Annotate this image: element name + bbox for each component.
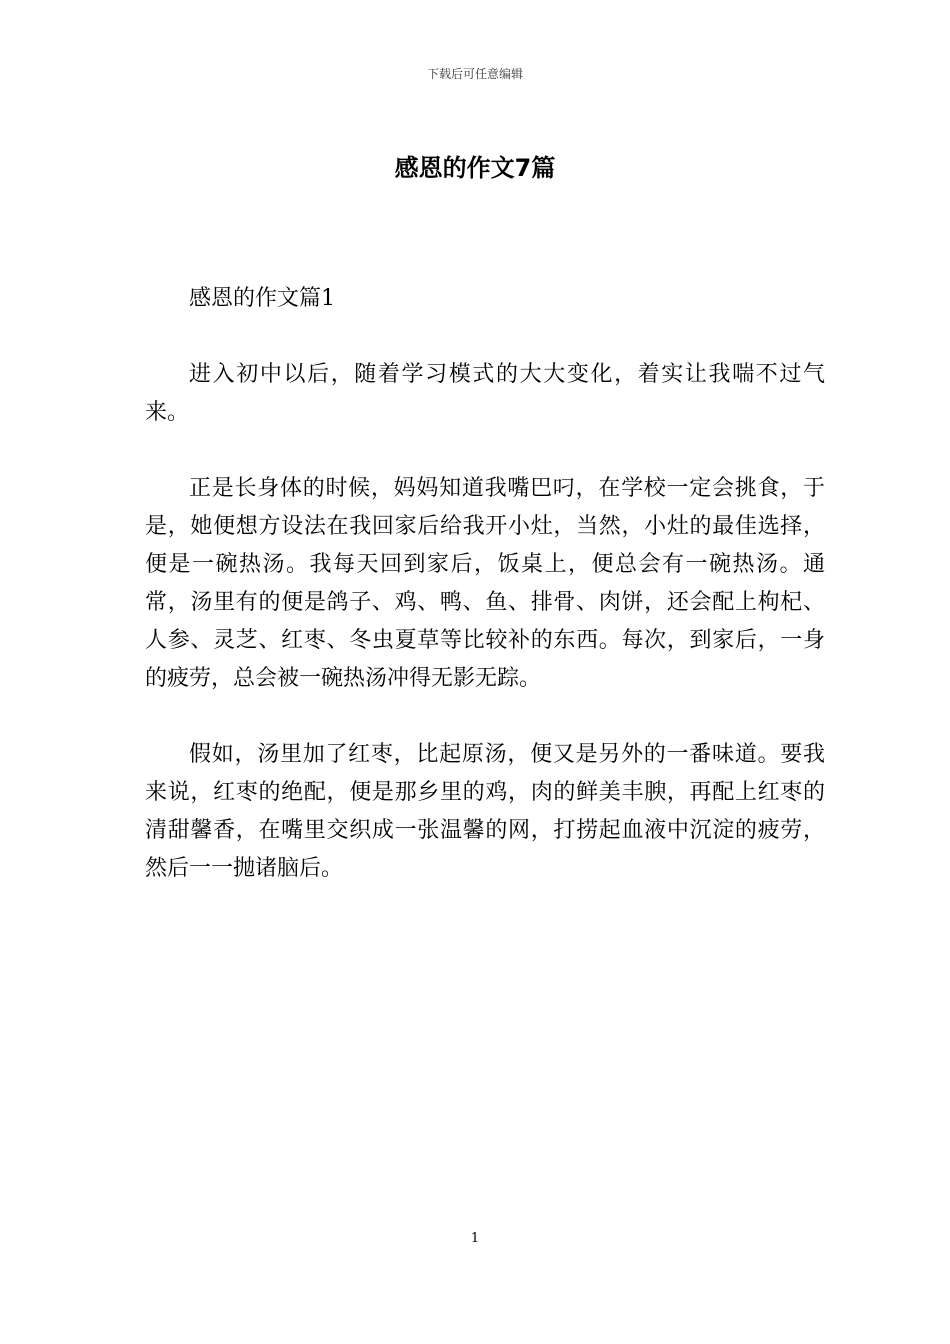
document-title: 感恩的作文7篇 [394,154,556,182]
paragraph-1: 进入初中以后，随着学习模式的大大变化，着实让我喘不过气来。 [145,362,825,425]
page-number: 1 [470,1231,480,1246]
header-note: 下载后可任意编辑 [426,67,523,81]
paragraph-2: 正是长身体的时候，妈妈知道我嘴巴叼，在学校一定会挑食，于是，她便想方设法在我回家后给我开小灶，当然，小灶的最佳选择，便是一碗热汤。我每天回到家后，饭桌上，便总会有一碗热汤。通常，汤里有的便是鸽子、鸡、鸭、鱼、排骨、肉饼，还会配上枸杞、人参、灵芝、红枣、冬虫夏草等比较补的东西。每次，到家后，一身的疲劳，总会被一碗热汤冲得无影无踪。 [145,476,825,691]
section-heading: 感恩的作文篇1 [189,286,335,311]
document-body [145,280,825,926]
paragraph-3: 假如，汤里加了红枣，比起原汤，便又是另外的一番味道。要我来说，红枣的绝配，便是那乡里的鸡，肉的鲜美丰腴，再配上红枣的清甜馨香，在嘴里交织成一张温馨的网，打捞起血液中沉淀的疲劳，然后一一抛诸脑后。 [145,742,825,881]
